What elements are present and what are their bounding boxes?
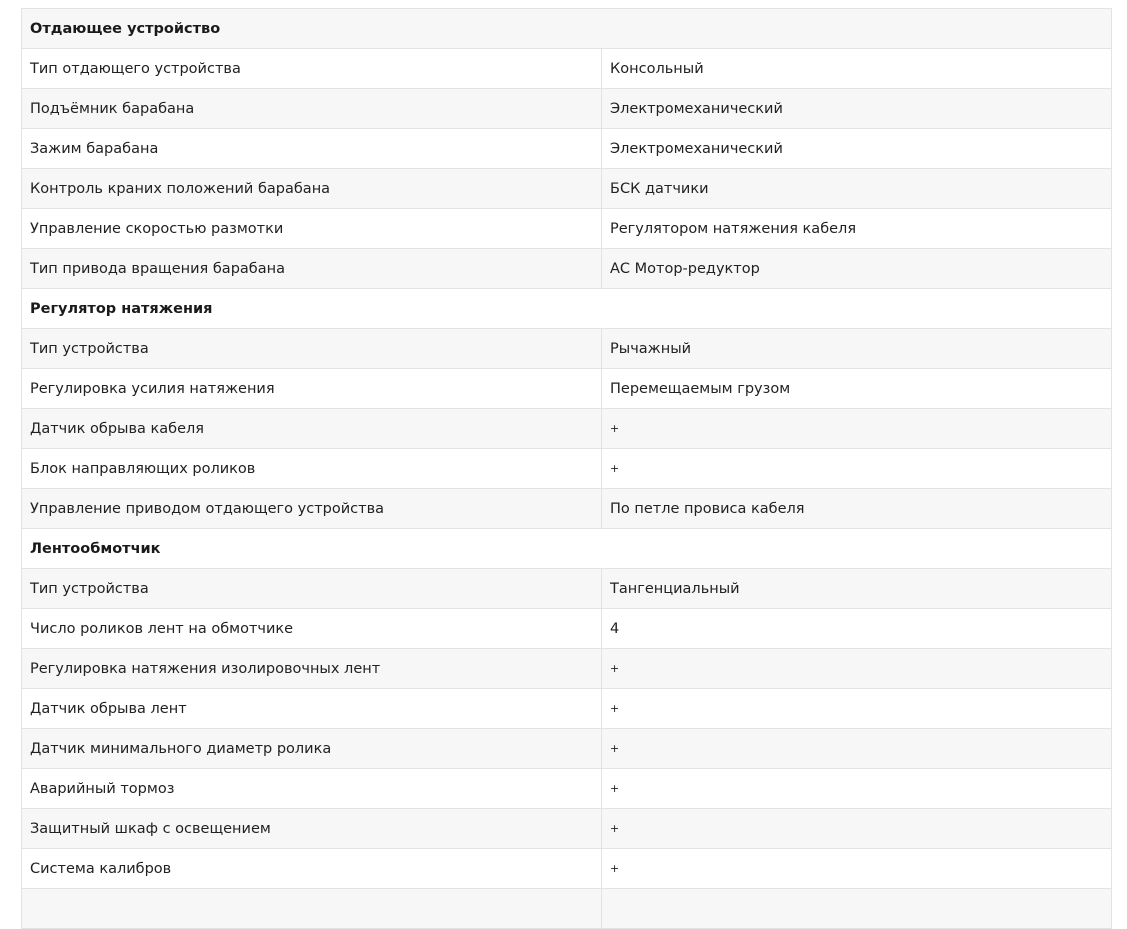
- spec-row: [22, 609, 1112, 649]
- spec-row: [22, 169, 1112, 209]
- spec-label: Контроль краних положений барабана: [22, 169, 602, 209]
- spec-value: Консольный: [602, 49, 1112, 89]
- spec-value: +: [602, 409, 1112, 449]
- spec-row: [22, 249, 1112, 289]
- spec-label: Число роликов лент на обмотчике: [22, 609, 602, 649]
- spec-row: [22, 49, 1112, 89]
- spec-label: Блок направляющих роликов: [22, 449, 602, 489]
- spec-label: Аварийный тормоз: [22, 769, 602, 809]
- section-title: Лентообмотчик: [22, 529, 1112, 569]
- spec-row: [22, 569, 1112, 609]
- spec-row: [22, 649, 1112, 689]
- spec-label: Зажим барабана: [22, 129, 602, 169]
- spec-label: Регулировка натяжения изолировочных лент: [22, 649, 602, 689]
- spec-label: Датчик обрыва лент: [22, 689, 602, 729]
- spec-label: Тип отдающего устройства: [22, 49, 602, 89]
- spec-label: Тип устройства: [22, 569, 602, 609]
- spec-value: Рычажный: [602, 329, 1112, 369]
- section-header-row: [22, 9, 1112, 49]
- spec-value: Электромеханический: [602, 129, 1112, 169]
- spec-label: Тип привода вращения барабана: [22, 249, 602, 289]
- spec-row: [22, 89, 1112, 129]
- section-header-row: [22, 529, 1112, 569]
- spec-value: АС Мотор-редуктор: [602, 249, 1112, 289]
- spec-row: [22, 729, 1112, 769]
- spec-label: Подъёмник барабана: [22, 89, 602, 129]
- section-header-row: [22, 289, 1112, 329]
- spec-value: +: [602, 809, 1112, 849]
- spec-table: [21, 8, 1112, 929]
- spec-label: [22, 889, 602, 929]
- section-title: Регулятор натяжения: [22, 289, 1112, 329]
- spec-value: Электромеханический: [602, 89, 1112, 129]
- spec-value: БСК датчики: [602, 169, 1112, 209]
- spec-label: Датчик минимального диаметр ролика: [22, 729, 602, 769]
- spec-row: [22, 409, 1112, 449]
- spec-value: Регулятором натяжения кабеля: [602, 209, 1112, 249]
- spec-label: Защитный шкаф с освещением: [22, 809, 602, 849]
- spec-label: Система калибров: [22, 849, 602, 889]
- spec-value: +: [602, 849, 1112, 889]
- spec-label: Тип устройства: [22, 329, 602, 369]
- spec-value: +: [602, 729, 1112, 769]
- section-title: Отдающее устройство: [22, 9, 1112, 49]
- spec-value: +: [602, 769, 1112, 809]
- spec-value: +: [602, 689, 1112, 729]
- spec-row: [22, 449, 1112, 489]
- spec-label: Управление скоростью размотки: [22, 209, 602, 249]
- spec-row: [22, 849, 1112, 889]
- spec-row: [22, 489, 1112, 529]
- spec-label: Управление приводом отдающего устройства: [22, 489, 602, 529]
- spec-value: [602, 889, 1112, 929]
- spec-row-partial: [22, 889, 1112, 929]
- spec-value: 4: [602, 609, 1112, 649]
- spec-value: По петле провиса кабеля: [602, 489, 1112, 529]
- spec-row: [22, 809, 1112, 849]
- spec-row: [22, 689, 1112, 729]
- spec-label: Регулировка усилия натяжения: [22, 369, 602, 409]
- spec-value: +: [602, 449, 1112, 489]
- spec-table-body: [22, 9, 1112, 929]
- spec-value: +: [602, 649, 1112, 689]
- spec-row: [22, 769, 1112, 809]
- spec-row: [22, 129, 1112, 169]
- spec-row: [22, 369, 1112, 409]
- spec-value: Тангенциальный: [602, 569, 1112, 609]
- spec-row: [22, 209, 1112, 249]
- spec-row: [22, 329, 1112, 369]
- spec-value: Перемещаемым грузом: [602, 369, 1112, 409]
- spec-label: Датчик обрыва кабеля: [22, 409, 602, 449]
